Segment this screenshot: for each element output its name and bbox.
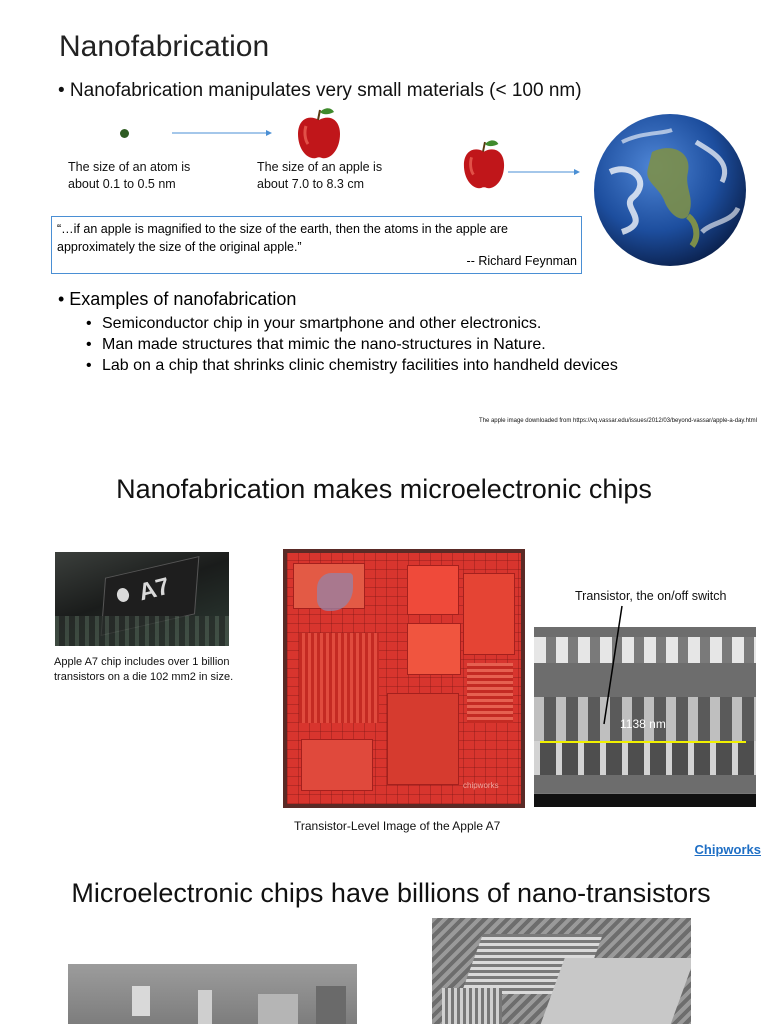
- atom-caption: [68, 159, 190, 193]
- apple-icon: [296, 106, 342, 162]
- structure-block: [258, 994, 298, 1024]
- arrow-right-icon: [172, 128, 274, 138]
- chip-caption-line: Apple A7 chip includes over 1 billion: [54, 656, 230, 668]
- die-block: [301, 739, 373, 791]
- die-block: [467, 663, 513, 723]
- quote-text: “…if an apple is magnified to the size of the earth, then the atoms in the apple are: [57, 222, 508, 236]
- quote-text: approximately the size of the original apple.”: [57, 240, 302, 254]
- die-watermark: chipworks: [463, 781, 499, 790]
- die-block: [387, 693, 459, 785]
- list-item: • Man made structures that mimic the nano-structures in Nature.: [86, 334, 626, 355]
- examples-heading: • Examples of nanofabrication: [58, 289, 297, 309]
- transistor-sem-image: [534, 627, 756, 807]
- structure-block: [316, 986, 346, 1024]
- sem-info-bar: [534, 793, 756, 807]
- slide1-title: Nanofabrication: [59, 30, 270, 63]
- slide2-title: Nanofabrication makes microelectronic chips: [116, 474, 652, 504]
- apple-caption: [257, 159, 382, 193]
- a7-chip-photo: [55, 552, 229, 646]
- quote-author: -- Richard Feynman: [466, 254, 577, 268]
- image-source-note: The apple image downloaded from https://vq.vassar.edu/issues/2012/03/beyond-vassar/apple-a-day.html: [478, 418, 757, 424]
- feynman-quote-box: [51, 216, 582, 274]
- arrow-right-icon: [508, 167, 582, 177]
- list-item: • Semiconductor chip in your smartphone and other electronics.: [86, 313, 626, 334]
- scale-label: 1138 nm: [620, 717, 666, 731]
- structure-block: [442, 988, 502, 1024]
- structure-block: [539, 958, 691, 1024]
- scale-bar: [540, 741, 746, 743]
- atom-dot-icon: [120, 129, 129, 138]
- atom-caption-line: about 0.1 to 0.5 nm: [68, 177, 176, 191]
- die-block: [407, 565, 459, 615]
- structure-block: [132, 986, 150, 1016]
- slide3-title: Microelectronic chips have billions of nano-transistors: [71, 878, 711, 908]
- die-surface: [287, 553, 521, 804]
- chip-label: A7: [136, 572, 173, 607]
- die-block: [463, 573, 515, 655]
- examples-list: [86, 313, 626, 376]
- sem-channel: [534, 741, 756, 775]
- list-item: • Lab on a chip that shrinks clinic chemistry facilities into handheld devices: [86, 355, 626, 376]
- circuit-board-pattern: [55, 616, 229, 646]
- chipworks-link[interactable]: Chipworks: [694, 842, 761, 857]
- transistor-3d-image: [68, 964, 357, 1024]
- chip-caption: [54, 655, 233, 685]
- structure-block: [198, 990, 212, 1024]
- chip-caption-line: transistors on a die 102 mm2 in size.: [54, 671, 234, 683]
- earth-icon: [592, 112, 748, 268]
- apple-caption-line: The size of an apple is: [257, 160, 383, 174]
- apple-caption-line: about 7.0 to 8.3 cm: [257, 177, 365, 191]
- sem-top-pads: [534, 637, 756, 663]
- slide1-main-bullet: • Nanofabrication manipulates very small materials (< 100 nm): [58, 80, 582, 101]
- transistor-sem-3d-image: [432, 918, 691, 1024]
- atom-caption-line: The size of an atom is: [68, 160, 191, 174]
- pointer-line: [598, 604, 628, 728]
- transistor-label: Transistor, the on/off switch: [575, 589, 727, 603]
- apple-icon: [462, 138, 506, 192]
- a7-die-image: [283, 549, 525, 808]
- die-caption: Transistor-Level Image of the Apple A7: [294, 819, 501, 833]
- die-block: [299, 633, 379, 723]
- die-block: [407, 623, 461, 675]
